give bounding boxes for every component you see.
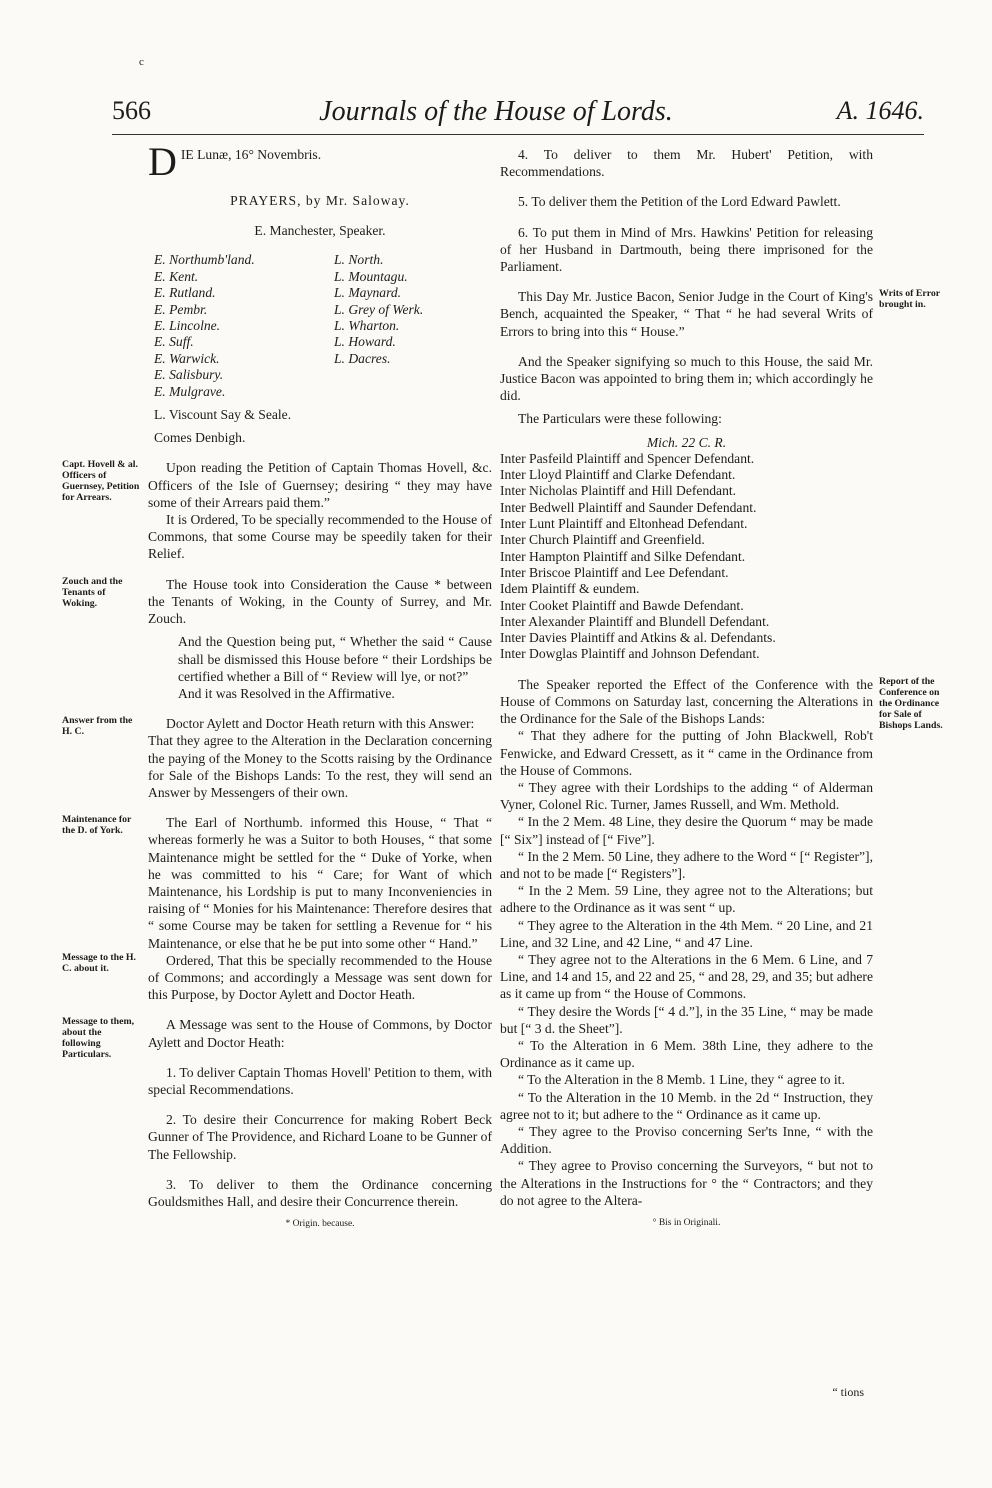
case-entry: Inter Dowglas Plaintiff and Johnson Defendant. <box>500 646 760 662</box>
paragraph: And the Speaker signifying so much to this House, the said Mr. Justice Bacon was appointed to bring them in; which accordingly he did. <box>500 353 873 404</box>
footnote: ° Bis in Originali. <box>652 1218 721 1228</box>
attendee: E. Mulgrave. <box>154 383 226 399</box>
case-entry: Inter Hampton Plaintiff and Silke Defendant. <box>500 548 746 564</box>
quote: “ They agree to the Proviso concerning Ser'ts Inne, “ with the Addition. <box>500 1123 873 1157</box>
margin-note: Capt. Hovell & al. Officers of Guernsey, Petition for Arrears. <box>62 459 140 504</box>
running-header <box>0 96 992 136</box>
right-column <box>500 146 943 1232</box>
margin-note: Message to them, about the following Particulars. <box>62 1016 135 1061</box>
quote: “ They desire the Words [“ 4 d.”], in the 35 Line, “ may be made but [“ 3 d. the Sheet”]. <box>500 1003 873 1036</box>
entry-message-particulars <box>62 1016 492 1210</box>
date-text: IE Lunæ, 16° Novembris. <box>180 147 322 162</box>
case-entry: Inter Lloyd Plaintiff and Clarke Defendant. <box>500 467 736 483</box>
paragraph: 4. To deliver to them Mr. Hubert' Petition, with Recommendations. <box>500 147 873 180</box>
page-number: 566 <box>112 96 151 125</box>
entry-message-york <box>62 951 492 1004</box>
case-entry: Idem Plaintiff & eundem. <box>500 581 640 597</box>
date-heading <box>148 139 492 184</box>
attendance-list <box>154 252 492 400</box>
paragraph: The Particulars were these following: <box>518 411 722 427</box>
case-entry: Inter Alexander Plaintiff and Blundell Defendant. <box>500 613 770 629</box>
attendee: E. Lincolne. <box>154 318 221 334</box>
attendee: L. Maynard. <box>334 285 402 301</box>
speaker-line: E. Manchester, Speaker. <box>254 223 386 239</box>
attendance-lords <box>334 252 423 400</box>
quote: “ They agree with their Lordships to the adding “ of Alderman Vyner, Colonel Ric. Turner, James Russell, and Wm. Methold. <box>500 779 873 813</box>
paragraph: 2. To desire their Concurrence for making Robert Beck Gunner of The Providence, and Richard Loane to be Gunner of The Fellowship. <box>148 1112 492 1162</box>
case-entry: Inter Cooket Plaintiff and Bawde Defendant. <box>500 597 744 613</box>
quote: “ They agree not to the Alterations in the 6 Mem. 6 Line, and 7 Line, and 14 and 15, and 22 and 25, “ and 28, 29, and 35; but adhere as it came up from “ the House of Commons. <box>500 951 873 1002</box>
paragraph: 5. To deliver them the Petition of the Lord Edward Pawlett. <box>518 194 841 210</box>
quote: “ They agree to the Alteration in the 4th Mem. “ 20 Line, and 21 Line, and 32 Line, and 42 Line, “ and 47 Line. <box>500 917 873 950</box>
case-entry: Inter Briscoe Plaintiff and Lee Defendant. <box>500 564 729 580</box>
term-heading: Mich. 22 C. R. <box>646 434 727 450</box>
case-entry: Inter Bedwell Plaintiff and Saunder Defendant. <box>500 499 757 515</box>
entry-conference-report <box>500 675 943 1209</box>
attendee: E. Salisbury. <box>154 367 224 383</box>
paragraph: The Earl of Northumb. informed this House, “ That “ whereas formerly he was a Suitor to both Houses, “ that some Maintenance might be settled for the “ Duke of Yorke, when he was committed to his “ Care; for Want of which Maintenance, his Lordship is put to many Inconveniencies in raising of “ Monies for his Maintenance: Therefore desires that “ some Course may be taken for settling a Revenue for “ his Maintenance, or else that he be put into some other “ Hand.” <box>148 815 492 951</box>
entry-york <box>62 814 492 952</box>
attendee: L. Mountagu. <box>334 268 408 284</box>
case-entry: Inter Davies Plaintiff and Atkins & al. Defendants. <box>500 630 776 646</box>
journal-title: Journals of the House of Lords. <box>319 96 673 127</box>
paragraph: This Day Mr. Justice Bacon, Senior Judge in the Court of King's Bench, acquainted the Speaker, “ That “ he had several Writs of Errors to bring into this “ House.” <box>500 289 873 339</box>
quote: “ That they adhere for the putting of John Blackwell, Rob't Fenwicke, and Edward Cressett, as it “ came in the Ordinance from the House of Commons. <box>500 728 873 778</box>
paragraph: 6. To put them in Mind of Mrs. Hawkins' Petition for releasing of her Husband in Dartmouth, being there imprisoned for the Parliament. <box>500 224 873 275</box>
attendee: E. Rutland. <box>154 285 216 301</box>
question-block <box>178 633 492 702</box>
case-entry: Inter Pasfeild Plaintiff and Spencer Defendant. <box>500 450 755 466</box>
entry-writs <box>500 288 940 340</box>
drop-cap: D <box>148 139 177 184</box>
entry-woking <box>62 575 492 702</box>
catchword: “ tions <box>832 1385 864 1399</box>
margin-note: Writs of Error brought in. <box>879 288 940 311</box>
attendee: E. Kent. <box>154 268 199 284</box>
attendee: L. Wharton. <box>334 318 400 334</box>
entry-answer <box>62 715 492 801</box>
attendee: L. North. <box>334 252 384 268</box>
quote: “ To the Alteration in the 10 Memb. in the 2d “ Instruction, they agree not to it; but adhere to the “ Ordinance as it came up. <box>500 1089 873 1122</box>
attendee: E. Northumb'land. <box>154 252 255 268</box>
attendee: E. Suff. <box>154 334 194 350</box>
viscount-line: L. Viscount Say & Seale. <box>154 407 292 423</box>
quote: “ To the Alteration in 6 Mem. 38th Line, they adhere to the Ordinance as it came up. <box>500 1037 873 1071</box>
paragraph: 3. To deliver to them the Ordinance concerning Gouldsmithes Hall, and desire their Concurrence therein. <box>148 1176 492 1209</box>
case-entry: Inter Nicholas Plaintiff and Hill Defendant. <box>500 483 737 499</box>
case-list <box>500 451 873 663</box>
header-rule <box>112 134 924 135</box>
margin-note: Answer from the H. C. <box>62 715 133 738</box>
footnote: * Origin. because. <box>285 1219 355 1230</box>
attendee: E. Pembr. <box>154 301 208 317</box>
paragraph: The House took into Consideration the Cause * between the Tenants of Woking, in the County of Surrey, and Mr. Zouch. <box>148 576 492 627</box>
entry-guernsey <box>62 459 492 562</box>
attendance-earls <box>154 252 334 400</box>
quote: “ They agree to Proviso concerning the Surveyors, “ but not to the Alterations in the Instructions for ° the “ Contractors; and they do not agree to the Altera- <box>500 1158 873 1208</box>
attendee: L. Howard. <box>334 334 396 350</box>
paragraph: That they agree to the Alteration in the Declaration concerning the paying of the Money to the Scotts raising by the Ordinance for Sale of the Bishops Lands: To the rest, they will send an Answer by Messengers of their own. <box>148 733 492 800</box>
left-column <box>62 139 492 1233</box>
quote: “ In the 2 Mem. 50 Line, they adhere to the Word “ [“ Register”], and not to be made [“ Registers”]. <box>500 848 873 881</box>
paragraph: A Message was sent to the House of Commons, by Doctor Aylett and Doctor Heath: <box>148 1017 492 1050</box>
paragraph: Doctor Aylett and Doctor Heath return with this Answer: <box>166 716 475 732</box>
paragraph: And it was Resolved in the Affirmative. <box>178 685 395 701</box>
margin-note: Maintenance for the D. of York. <box>62 814 132 837</box>
paragraph: It is Ordered, To be specially recommended to the House of Commons, that some Course may be speedily taken for their Relief. <box>148 512 492 562</box>
case-entry: Inter Lunt Plaintiff and Eltonhead Defendant. <box>500 516 748 532</box>
margin-note: Message to the H. C. about it. <box>62 951 137 974</box>
case-entry: Inter Church Plaintiff and Greenfield. <box>500 532 705 548</box>
quote: “ In the 2 Mem. 59 Line, they agree not to the Alterations; but adhere to the Ordinance as it was sent “ up. <box>500 883 873 916</box>
margin-note: Zouch and the Tenants of Woking. <box>62 575 123 609</box>
year: A. 1646. <box>836 96 924 125</box>
margin-note: Report of the Conference on the Ordinance for Sale of Bishops Lands. <box>879 675 943 731</box>
attendee: E. Warwick. <box>154 350 220 366</box>
paragraph: Upon reading the Petition of Captain Thomas Hovell, &c. Officers of the Isle of Guernsey; desiring “ they may have some of their Arrears paid them.” <box>148 460 492 510</box>
paragraph: And the Question being put, “ Whether the said “ Cause shall be dismissed this House before “ their Lordships be certified whether a Bill of “ Review will lye, or not?” <box>178 634 492 684</box>
quote: “ To the Alteration in the 8 Memb. 1 Line, they “ agree to it. <box>518 1072 845 1088</box>
attendee: L. Grey of Werk. <box>334 301 424 317</box>
quote: “ In the 2 Mem. 48 Line, they desire the Quorum “ may be made [“ Six”] instead of [“ Five”]. <box>500 814 873 847</box>
attendee: L. Dacres. <box>334 350 391 366</box>
prayers-line: PRAYERS, by Mr. Saloway. <box>230 193 410 208</box>
comes-line: Comes Denbigh. <box>154 430 246 446</box>
paragraph: The Speaker reported the Effect of the Conference with the House of Commons on Saturday last, concerning the Alterations in the Ordinance for the Sale of the Bishops Lands: <box>500 676 873 727</box>
page-mark: c <box>139 56 144 68</box>
paragraph: Ordered, That this be specially recommended to the House of Commons; and accordingly a Message was sent down for this Purpose, by Doctor Aylett and Doctor Heath. <box>148 952 492 1003</box>
paragraph: 1. To deliver Captain Thomas Hovell' Petition to them, with special Recommendations. <box>148 1064 492 1097</box>
